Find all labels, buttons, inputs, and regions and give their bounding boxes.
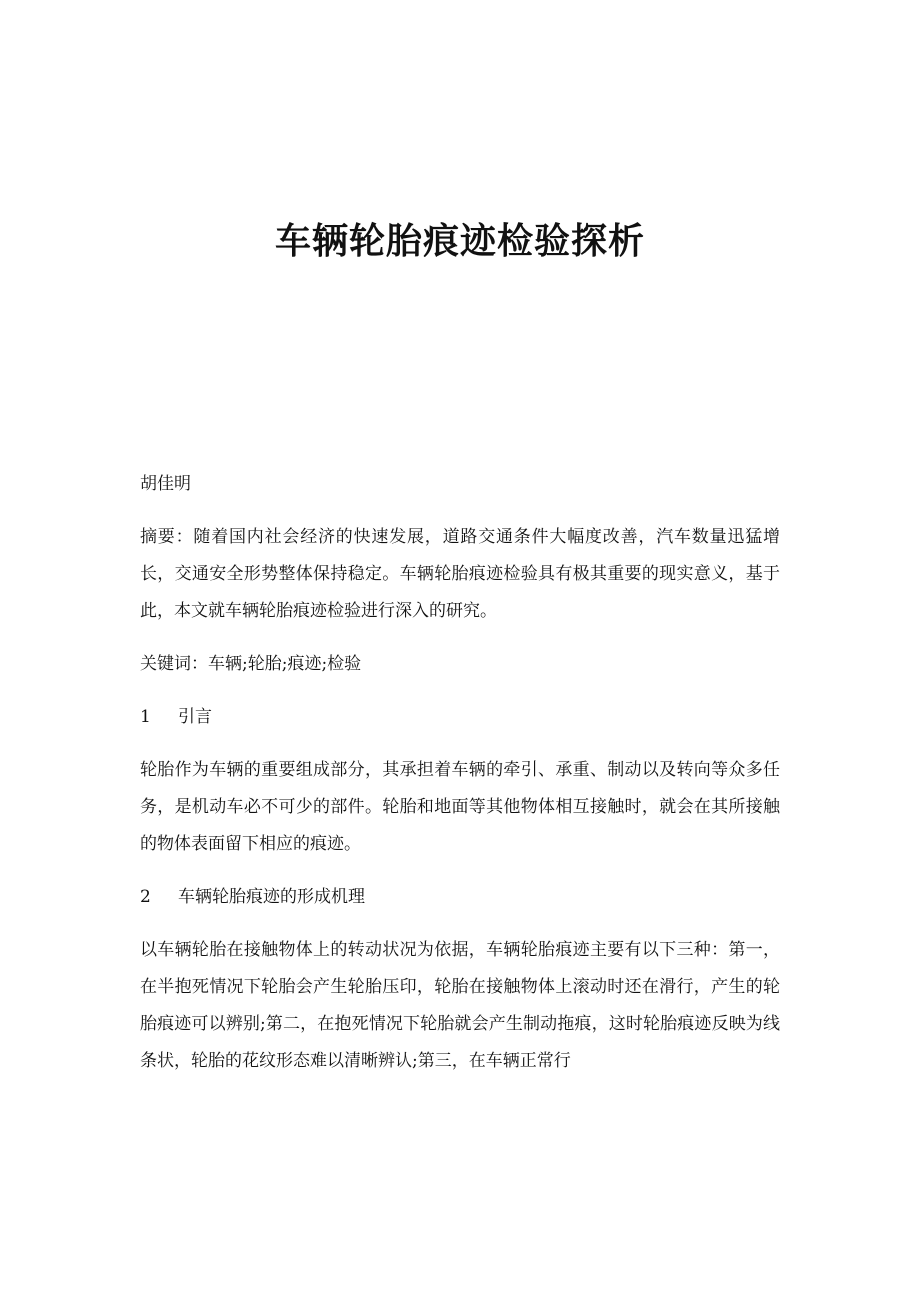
- section-title: 车辆轮胎痕迹的形成机理: [178, 887, 365, 907]
- section-number: 1: [140, 707, 151, 727]
- section-2-paragraph: 以车辆轮胎在接触物体上的转动状况为依据，车辆轮胎痕迹主要有以下三种：第一，在半抱死情况下轮胎会产生轮胎压印，轮胎在接触物体上滚动时还在滑行，产生的轮胎痕迹可以辨别;第二，在抱死情况下轮胎就会产生制动拖痕，这时轮胎痕迹反映为线条状，轮胎的花纹形态难以清晰辨认;第三，在车辆正常行: [140, 940, 780, 1071]
- document-title: 车辆轮胎痕迹检验探析: [274, 220, 645, 262]
- abstract-paragraph: 摘要：随着国内社会经济的快速发展，道路交通条件大幅度改善，汽车数量迅猛增长，交通安全形势整体保持稳定。车辆轮胎痕迹检验具有极其重要的现实意义，基于此，本文就车辆轮胎痕迹检验进行深入的研究。: [140, 527, 780, 621]
- section-heading-2: [140, 879, 780, 916]
- section-number: 2: [140, 887, 151, 907]
- keywords-line: 关键词：车辆;轮胎;痕迹;检验: [140, 654, 362, 674]
- document-body: [140, 466, 780, 1080]
- section-1-paragraph: 轮胎作为车辆的重要组成部分，其承担着车辆的牵引、承重、制动以及转向等众多任务，是机动车必不可少的部件。轮胎和地面等其他物体相互接触时，就会在其所接触的物体表面留下相应的痕迹。: [140, 760, 780, 854]
- section-title: 引言: [178, 707, 212, 727]
- section-heading-1: [140, 699, 780, 736]
- author-name: 胡佳明: [140, 474, 191, 494]
